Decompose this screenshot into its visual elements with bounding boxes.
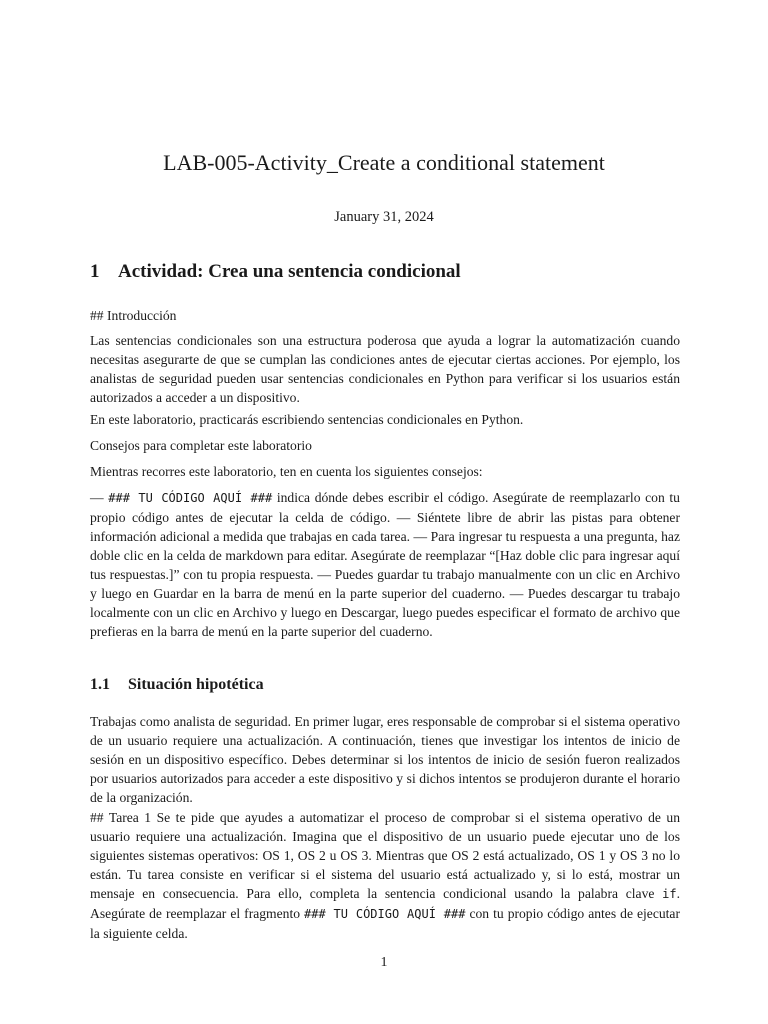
document-title: LAB-005-Activity_Create a conditional statement <box>163 150 605 175</box>
task-1-text-a: ## Tarea 1 Se te pide que ayudes a automatizar el proceso de comprobar si el sistema operativo de un usuario requiere una actualización. Imagina que el dispositivo de un usuario puede ejecutar uno de los siguientes sistemas operativos: OS 1, OS 2 u OS 3. Mientras que OS 2 está actualizado, OS 1 y OS 3 no lo están. Tu tarea consiste en verificar si el sistema del usuario está actualizado y, si lo está, mostrar un mensaje en consecuencia. Para ello, completa la sentencia condicional usando la palabra clave <box>90 810 680 901</box>
scenario-paragraph: Trabajas como analista de seguridad. En primer lugar, eres responsable de comprobar si el sistema operativo de un usuario requiere una actualización. A continuación, tienes que investigar los intentos de inicio de sesión en un dispositivo específico. Debes determinar si los intentos de inicio de sesión fueron realizados por usuarios autorizados para acceder a este dispositivo y si dichos intentos se produjeron durante el horario de la organización. <box>90 714 680 805</box>
lab-paragraph: En este laboratorio, practicarás escribiendo sentencias condicionales en Python. <box>90 412 524 427</box>
tips-heading: Consejos para completar este laboratorio <box>90 438 312 453</box>
document-date: January 31, 2024 <box>334 209 434 225</box>
task-1-paragraph <box>90 808 680 943</box>
section-1-heading <box>90 261 461 283</box>
tips-dash: — <box>90 490 109 505</box>
section-1-number: 1 <box>90 261 100 282</box>
intro-paragraph: Las sentencias condicionales son una estructura poderosa que ayuda a lograr la automatización cuando necesitas asegurarte de que se cumplan las condiciones antes de ejecutar ciertas acciones. Por ejemplo, los analistas de seguridad pueden usar sentencias condicionales en Python para verificar si los usuarios están autorizados a acceder a un dispositivo. <box>90 333 680 405</box>
task-1-code-placeholder: ### TU CÓDIGO AQUÍ ### <box>304 907 466 921</box>
task-1-text-c: con tu propio código antes de ejecutar la siguiente celda. <box>90 906 680 941</box>
tips-code-placeholder: ### TU CÓDIGO AQUÍ ### <box>108 491 273 505</box>
tips-intro: Mientras recorres este laboratorio, ten en cuenta los siguientes consejos: <box>90 464 483 479</box>
section-1-title: Actividad: Crea una sentencia condicional <box>118 261 461 282</box>
section-1-1-number: 1.1 <box>90 676 110 693</box>
task-1-text-b: . Asegúrate de reemplazar el fragmento <box>90 886 680 921</box>
task-1-code-if: if <box>662 887 677 901</box>
page-number: 1 <box>380 955 388 970</box>
tips-paragraph <box>90 488 680 641</box>
tips-body: indica dónde debes escribir el código. Asegúrate de reemplazarlo con tu propio código antes de ejecutar la celda de código. — Siéntete libre de abrir las pistas para obtener información adicional a medida que trabajas en cada tarea. — Para ingresar tu respuesta a una pregunta, haz doble clic en la celda de markdown para editar. Asegúrate de reemplazar “[Haz doble clic para ingresar aquí tus respuestas.]” con tu propia respuesta. — Puedes guardar tu trabajo manualmente con un clic en Archivo y luego en Guardar en la barra de menú en la parte superior del cuaderno. — Puedes descargar tu trabajo localmente con un clic en Archivo y luego en Descargar, luego puedes especificar el formato de archivo que prefieras en la barra de menú en la parte superior del cuaderno. <box>90 490 680 639</box>
intro-heading: ## Introducción <box>90 308 177 323</box>
section-1-1-title: Situación hipotética <box>128 676 264 693</box>
section-1-1-heading <box>90 676 264 694</box>
